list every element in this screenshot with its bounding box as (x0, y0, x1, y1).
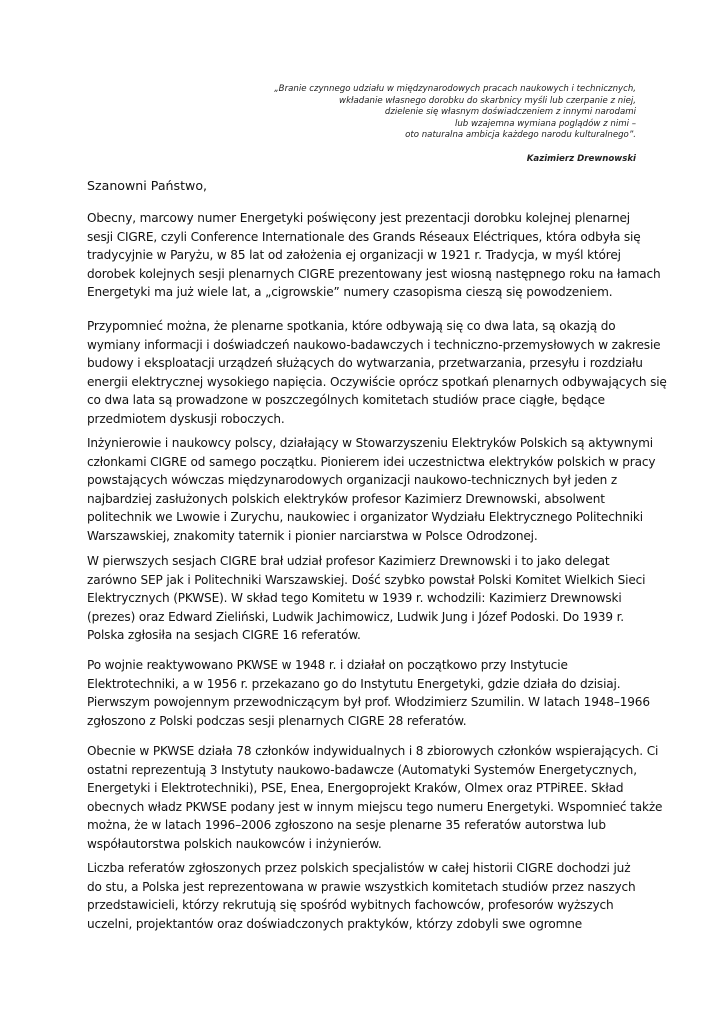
text-line: przedstawicieli, którzy rekrutują się spośród wybitnych fachowców, profesorów wyższych (87, 898, 614, 913)
text-line: dorobek kolejnych sesji plenarnych CIGRE prezentowany jest wiosną następnego roku na łamach (87, 266, 661, 281)
text-line: Przypomnieć można, że plenarne spotkania, które odbywają się co dwa lata, są okazją do (87, 319, 616, 333)
text-line: tradycyjnie w Paryżu, w 85 lat od założenia ej organizacji w 1921 r. Tradycja, w myśl której (87, 248, 621, 263)
paragraph-7 (87, 859, 647, 933)
paragraph-6 (87, 742, 663, 854)
text-line: członkami CIGRE od samego początku. Pionierem idei uczestnictwa elektryków polskich w pracy (87, 454, 656, 469)
text-line: można, że w latach 1996–2006 zgłoszono na sesje plenarne 35 referatów autorstwa lub (87, 818, 606, 833)
epigraph-line: dzielenie się własnym doświadczeniem z innymi narodami (384, 107, 636, 118)
text-line: powstających wówczas międzynarodowych organizacji naukowo-technicznych był jeden z (87, 473, 618, 488)
paragraph-3 (87, 434, 656, 546)
text-line: obecnych władz PKWSE podany jest w innym miejscu tego numeru Energetyki. Wspomnieć także (87, 799, 663, 814)
text-line: W pierwszych sesjach CIGRE brał udział profesor Kazimierz Drewnowski i to jako delegat (87, 554, 610, 568)
epigraph-line: „Branie czynnego udziału w międzynarodowych pracach naukowych i technicznych, (274, 84, 636, 94)
text-line: Po wojnie reaktywowano PKWSE w 1948 r. i działał on początkowo przy Instytucie (87, 658, 568, 672)
paragraph-4 (87, 552, 647, 645)
epigraph-line: lub wzajemna wymiana poglądów z nimi – (454, 118, 636, 129)
text-line: (prezes) oraz Edward Zieliński, Ludwik Jachimowicz, Ludwik Jung i Józef Podoski. Do 1939 r. (87, 609, 624, 624)
text-line: Obecny, marcowy numer Energetyki poświęcony jest prezentacji dorobku kolejnej plenarnej (87, 211, 631, 225)
text-line: przedmiotem dyskusji roboczych. (87, 411, 285, 426)
epigraph-quote (176, 84, 636, 142)
text-line: Energetyki i Elektrotechniki), PSE, Enea, Energoprojekt Kraków, Olmex oraz PTPiREE. Skład (87, 781, 624, 796)
text-line: co dwa lata są prowadzone w poszczególnych komitetach studiów prace ciągłe, będące (87, 393, 605, 408)
text-line: do stu, a Polska jest reprezentowana w prawie wszystkich komitetach studiów przez naszych (87, 879, 636, 894)
paragraph-5 (87, 656, 650, 730)
text-line: Inżynierowie i naukowcy polscy, działający w Stowarzyszeniu Elektryków Polskich są aktywnymi (87, 436, 653, 450)
epigraph-line: wkładanie własnego dorobku do skarbnicy myśli lub czerpanie z niej, (339, 95, 636, 106)
text-line: politechnik we Lwowie i Zurychu, naukowiec i organizator Wydziału Elektrycznego Politechniki (87, 510, 643, 525)
epigraph-line: oto naturalna ambicja każdego narodu kulturalnego”. (405, 130, 636, 141)
text-line: współautorstwa polskich naukowców i inżynierów. (87, 836, 382, 851)
text-line: ostatni reprezentują 3 Instytuty naukowo-badawcze (Automatyki Systemów Energetycznych, (87, 762, 637, 777)
text-line: uczelni, projektantów oraz doświadczonych praktyków, którzy zdobyli swe ogromne (87, 916, 583, 931)
text-line: sesji CIGRE, czyli Conference Internationale des Grands Réseaux Eléctriques, która odbyła się (87, 229, 641, 244)
text-line: Elektrotechniki, a w 1956 r. przekazano go do Instytutu Energetyki, gdzie działa do dzisiaj. (87, 676, 621, 691)
text-line: zgłoszono z Polski podczas sesji plenarnych CIGRE 28 referatów. (87, 713, 467, 728)
text-line: Energetyki ma już wiele lat, a „cigrowskie” numery czasopisma cieszą się powodzeniem. (87, 285, 613, 300)
paragraph-2 (87, 317, 667, 429)
paragraph-1 (87, 209, 661, 302)
text-line: Warszawskiej, znakomity taternik i pionier narciarstwa w Polsce Odrodzonej. (87, 528, 538, 543)
text-line: Pierwszym powojennym przewodniczącym był prof. Włodzimierz Szumilin. W latach 1948–1966 (87, 695, 650, 710)
text-line: energii elektrycznej wysokiego napięcia. Oczywiście oprócz spotkań plenarnych odbywających się (87, 374, 667, 389)
salutation: Szanowni Państwo, (87, 178, 208, 193)
text-line: wymiany informacji i doświadczeń naukowo-badawczych i techniczno-przemysłowych w zakresie (87, 337, 661, 352)
text-line: Liczba referatów zgłoszonych przez polskich specjalistów w całej historii CIGRE dochodzi już (87, 861, 631, 875)
text-line: najbardziej zasłużonych polskich elektryków profesor Kazimierz Drewnowski, absolwent (87, 491, 605, 506)
text-line: budowy i eksploatacji urządzeń służących do wytwarzania, przetwarzania, przesyłu i rozdziału (87, 356, 643, 371)
text-line: Elektrycznych (PKWSE). W skład tego Komitetu w 1939 r. wchodzili: Kazimierz Drewnowski (87, 591, 622, 606)
text-line: Obecnie w PKWSE działa 78 członków indywidualnych i 8 zbiorowych członków wspierających. Ci (87, 744, 659, 758)
text-line: Polska zgłosiła na sesjach CIGRE 16 referatów. (87, 628, 361, 643)
epigraph-author: Kazimierz Drewnowski (526, 154, 636, 164)
text-line: zarówno SEP jak i Politechniki Warszawskiej. Dość szybko powstał Polski Komitet Wielkich Sieci (87, 572, 646, 587)
